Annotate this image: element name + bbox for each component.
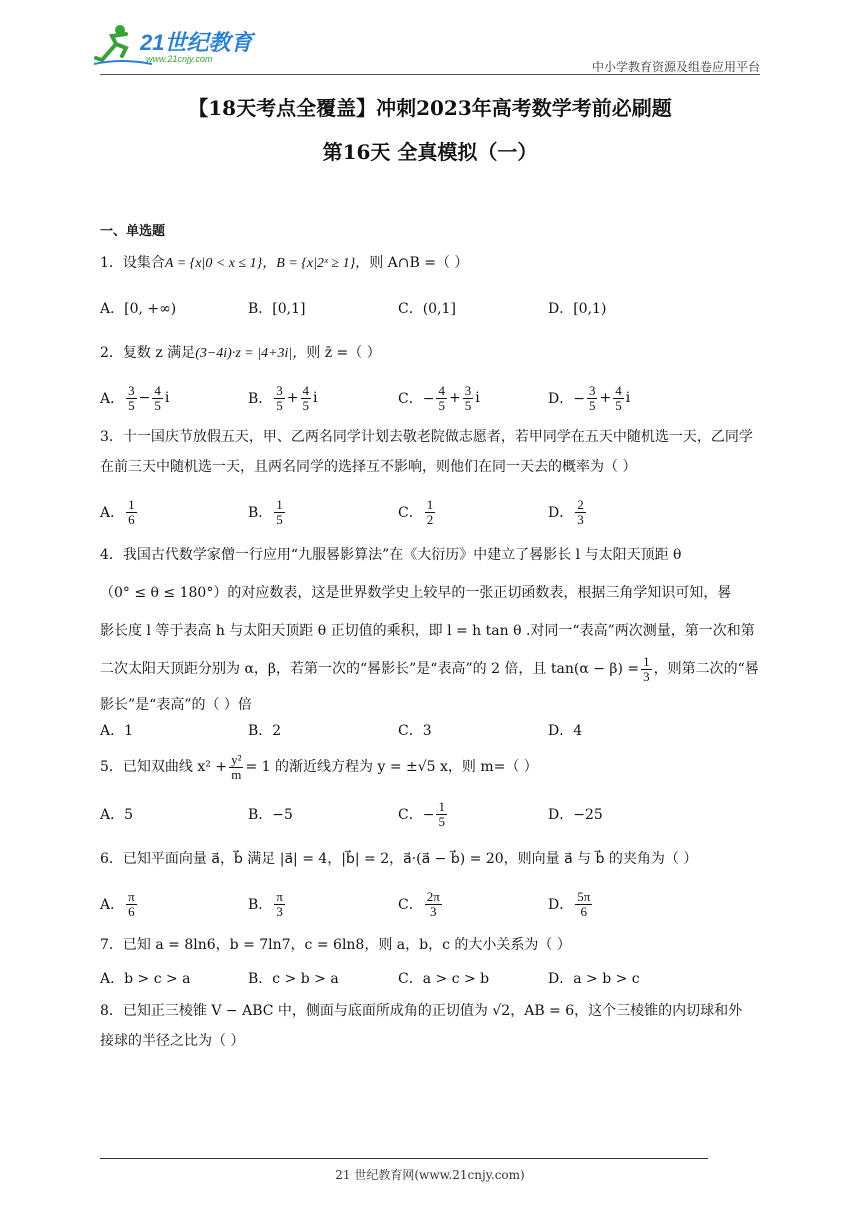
option-a[interactable]: A．[0, +∞) [100, 301, 177, 317]
option-c[interactable]: C．3 [398, 723, 432, 739]
option-b[interactable]: B．−5 [248, 807, 293, 823]
question-5: 5． 已知双曲线 x² + $\frac{\text{y²}}{m}$ = 1 的渐近线方程为 y = ±√5 x，则 m=（ ） [100, 751, 538, 782]
header-platform-text: 中小学教育资源及组卷应用平台 [591, 60, 760, 74]
option-d[interactable]: D．− $\frac{3}{5}$ + $\frac{4}{5}$ i [548, 382, 631, 413]
option-a[interactable]: A．1 [100, 723, 134, 739]
option-b[interactable]: B． $\frac{3}{5}$ + $\frac{4}{5}$ i [248, 382, 318, 413]
question-2: 2．复数 z 满足(3−4i)·z = |4+3i|，则 z̄ =（ ） [100, 345, 381, 361]
option-a[interactable]: A． $\frac{\pi}{6}$ [100, 888, 135, 919]
option-a[interactable]: A．5 [100, 807, 134, 823]
question-7: 7．已知 a = 8ln6，b = 7ln7，c = 6ln8，则 a，b，c 的大小关系为（ ） [100, 937, 571, 953]
question-2-options [100, 380, 760, 416]
option-d[interactable]: D． $\frac{2}{3}$ [548, 496, 584, 527]
question-1: 1．设集合A = {x|0 < x ≤ 1}，B = {x|2ˣ ≥ 1}，则 A∩B =（ ） [100, 255, 469, 271]
question-1-options [100, 290, 760, 326]
question-4: 4．我国古代数学家僧一行应用“九服晷影算法”在《大衍历》中建立了晷影长 l 与太阳天顶距 θ （0° ≤ θ ≤ 180°）的对应数表，这是世界数学史上较早的一张正切函数表，根据三角学知识可知，晷 影长度 l 等于表高 h 与太阳天顶距 θ 正切值的乘积，即 l = h tan θ .对同一“表高”两次测量，第一次和第 二次太阳天顶距分别为 α，β，若第一次的“晷影长”是“表高”的 2 倍，且 tan(α − β) = $\frac{1}{3}$ ，则第二次的“晷 影长”是“表高”的（ ）倍 [100, 547, 759, 713]
option-c[interactable]: C． $\frac{2\pi}{3}$ [398, 888, 440, 919]
logo [92, 22, 262, 68]
question-8: 8．已知正三棱锥 V − ABC 中，侧面与底面所成角的正切值为 √2，AB = 6，这个三棱锥的内切球和外 接球的半径之比为（ ） [100, 1003, 743, 1049]
option-b[interactable]: B．[0,1] [248, 301, 306, 317]
option-b[interactable]: B． $\frac{1}{5}$ [248, 496, 283, 527]
option-c[interactable]: C．a > c > b [398, 971, 490, 987]
question-3: 3．十一国庆节放假五天，甲、乙两名同学计划去敬老院做志愿者，若甲同学在五天中随机选一天，乙同学在前三天中随机选一天，且两名同学的选择互不影响，则他们在同一天去的概率为（ ） [100, 429, 753, 475]
logo-text: 21世纪教育 [140, 30, 253, 55]
logo-url: www.21cnjy.com [146, 54, 213, 64]
header-divider [100, 74, 760, 75]
option-d[interactable]: D． $\frac{5\pi}{6}$ [548, 888, 591, 919]
option-d[interactable]: D．[0,1) [548, 301, 607, 317]
section-heading: 一、单选题 [100, 224, 166, 239]
option-d[interactable]: D．4 [548, 723, 583, 739]
question-3-options [100, 494, 760, 530]
option-c[interactable]: C．(0,1] [398, 301, 456, 317]
question-5-options [100, 796, 760, 832]
option-b[interactable]: B．c > b > a [248, 971, 339, 987]
option-a[interactable]: A． $\frac{3}{5}$ − $\frac{4}{5}$ i [100, 382, 170, 413]
question-7-options [100, 960, 760, 996]
option-c[interactable]: C．− $\frac{4}{5}$ + $\frac{3}{5}$ i [398, 382, 480, 413]
question-4-options [100, 712, 760, 748]
option-b[interactable]: B．2 [248, 723, 282, 739]
footer-text: 21 世纪教育网(www.21cnjy.com) [335, 1168, 525, 1182]
option-d[interactable]: D．a > b > c [548, 971, 640, 987]
option-c[interactable]: C．− $\frac{1}{5}$ [398, 798, 445, 829]
page-subtitle: 第16天 全真模拟（一） [322, 140, 538, 164]
question-6: 6．已知平面向量 a⃗，b⃗ 满足 |a⃗| = 4，|b⃗| = 2，a⃗·(a⃗ − b⃗) = 20，则向量 a⃗ 与 b⃗ 的夹角为（ ） [100, 851, 698, 867]
option-d[interactable]: D．−25 [548, 807, 603, 823]
option-a[interactable]: A． $\frac{1}{6}$ [100, 496, 135, 527]
page-title: 【18天考点全覆盖】冲刺2023年高考数学考前必刷题 [188, 96, 672, 120]
option-c[interactable]: C． $\frac{1}{2}$ [398, 496, 434, 527]
footer-divider [100, 1158, 708, 1159]
option-b[interactable]: B． $\frac{\pi}{3}$ [248, 888, 283, 919]
question-6-options [100, 886, 760, 922]
option-a[interactable]: A．b > c > a [100, 971, 191, 987]
